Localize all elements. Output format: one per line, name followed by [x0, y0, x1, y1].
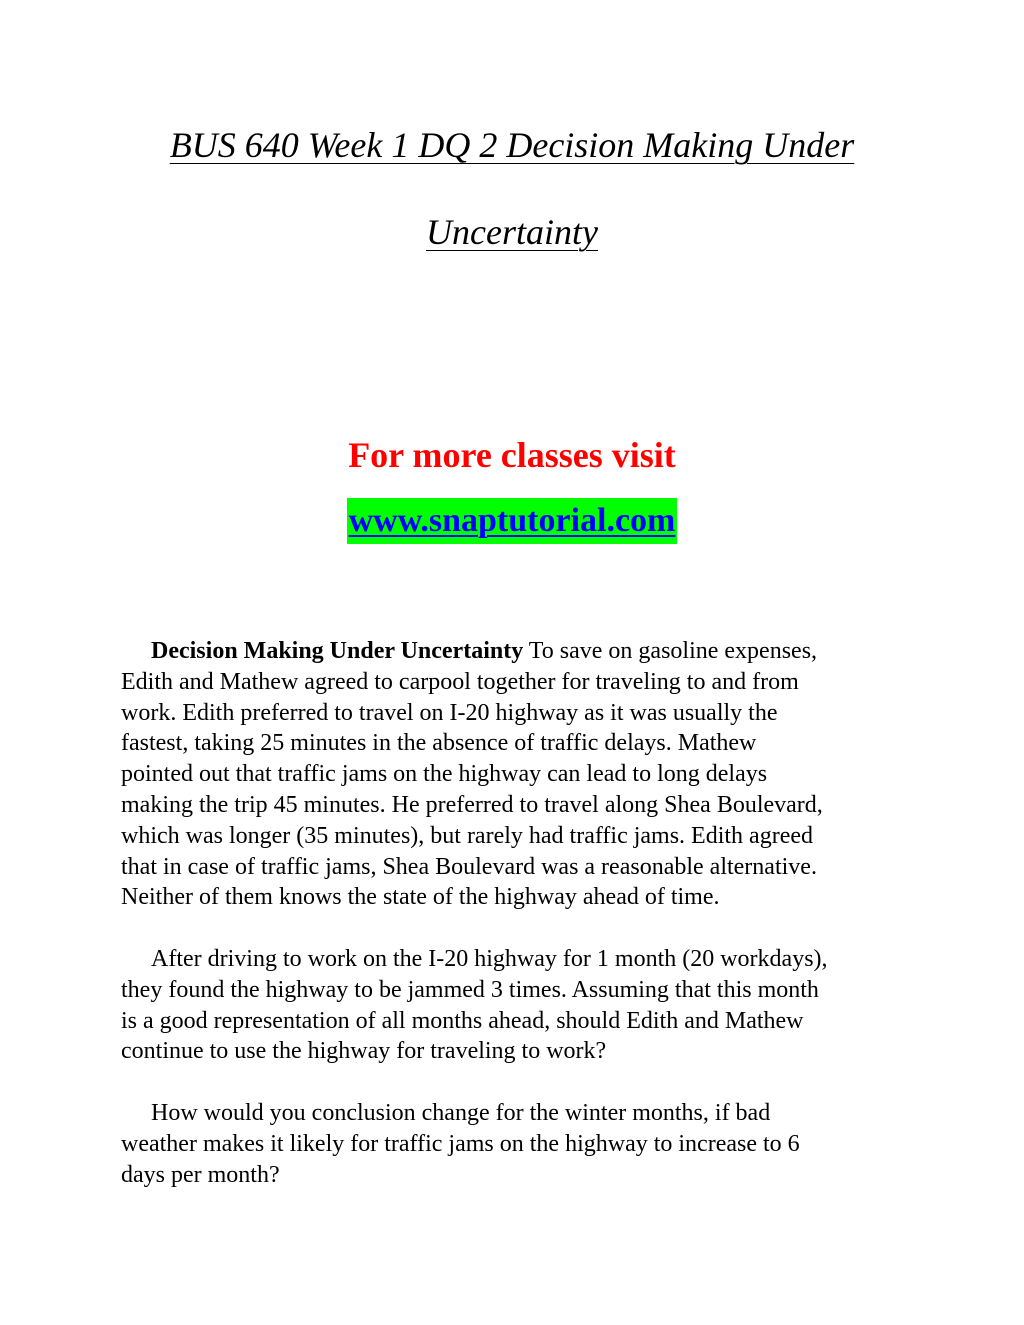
paragraph-3-line: weather makes it likely for traffic jams on the highway to increase to 6 — [121, 1130, 800, 1157]
document-title-line-2: Uncertainty — [426, 212, 598, 252]
paragraph-3-line: days per month? — [121, 1161, 280, 1188]
paragraph-1-line: making the trip 45 minutes. He preferred to travel along Shea Boulevard, — [121, 791, 823, 818]
paragraph-1 — [121, 636, 921, 913]
paragraph-2 — [121, 944, 921, 1067]
paragraph-3-line: How would you conclusion change for the winter months, if bad — [151, 1100, 771, 1126]
document-title-line-1: BUS 640 Week 1 DQ 2 Decision Making Under — [169, 125, 855, 165]
paragraph-1-line: fastest, taking 25 minutes in the absence of traffic delays. Mathew — [121, 730, 757, 757]
promo-link-container — [0, 498, 1024, 544]
paragraph-1-line: work. Edith preferred to travel on I-20 highway as it was usually the — [121, 699, 778, 726]
paragraph-2-line: they found the highway to be jammed 3 times. Assuming that this month — [121, 976, 819, 1003]
paragraph-1-lead: Decision Making Under Uncertainty — [151, 638, 524, 664]
paragraph-3 — [121, 1098, 921, 1190]
promo-text: For more classes visit — [348, 435, 676, 475]
paragraph-2-line: is a good representation of all months ahead, should Edith and Mathew — [121, 1007, 804, 1034]
paragraph-2-line: After driving to work on the I-20 highway for 1 month (20 workdays), — [151, 946, 828, 972]
website-link[interactable]: www.snaptutorial.com — [347, 498, 678, 544]
paragraph-1-line: Neither of them knows the state of the highway ahead of time. — [121, 884, 720, 911]
paragraph-2-line: continue to use the highway for traveling to work? — [121, 1038, 607, 1065]
paragraph-1-line: To save on gasoline expenses, — [523, 638, 818, 664]
paragraph-1-line: Edith and Mathew agreed to carpool together for traveling to and from — [121, 668, 799, 695]
paragraph-1-line: that in case of traffic jams, Shea Boulevard was a reasonable alternative. — [121, 853, 817, 880]
paragraph-1-line: pointed out that traffic jams on the highway can lead to long delays — [121, 761, 768, 788]
paragraph-1-line: which was longer (35 minutes), but rarely had traffic jams. Edith agreed — [121, 822, 814, 849]
